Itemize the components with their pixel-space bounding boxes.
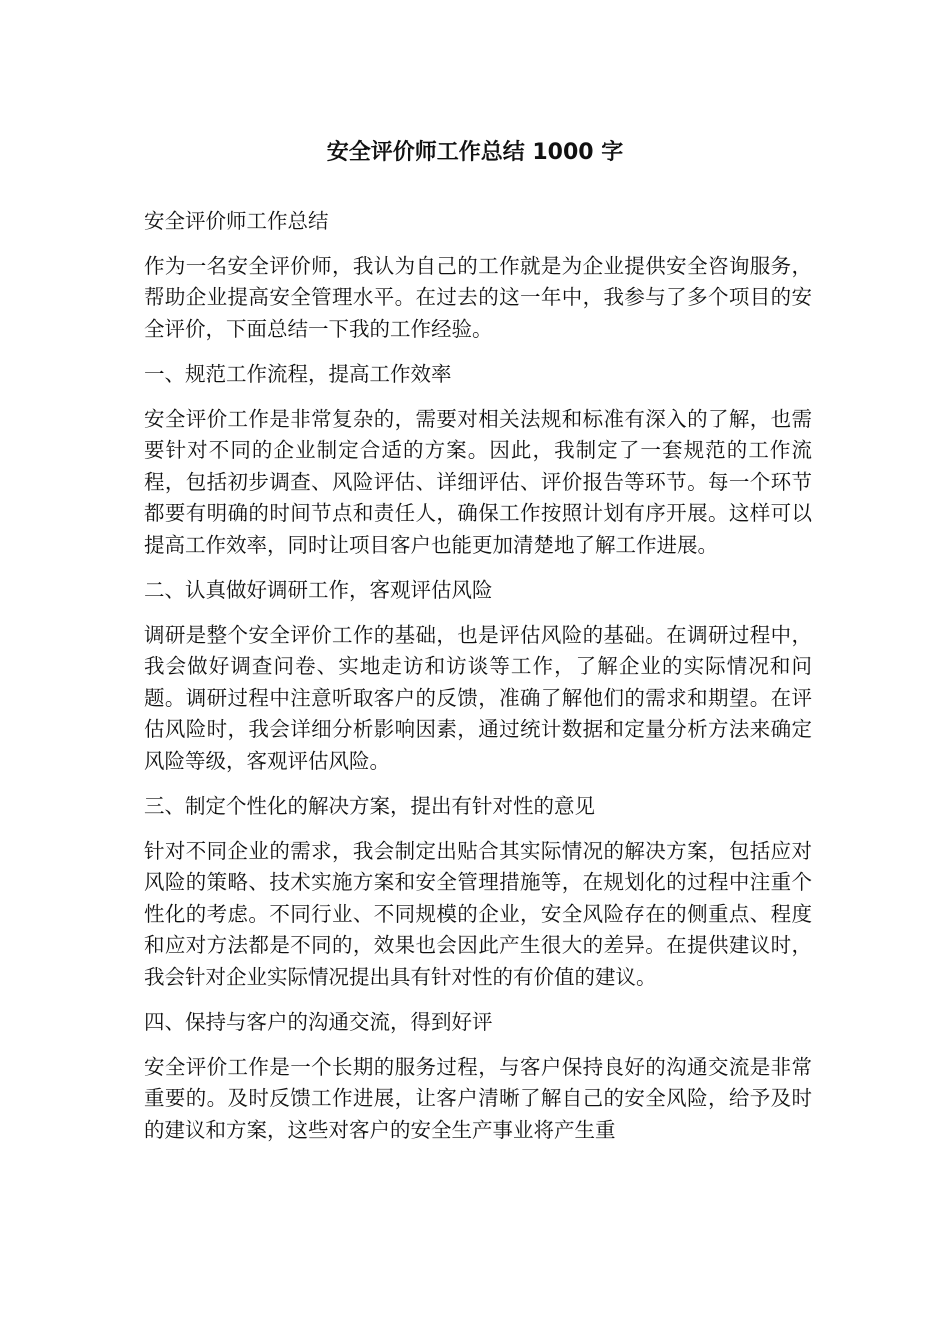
intro-paragraph: 作为一名安全评价师，我认为自己的工作就是为企业提供安全咨询服务，帮助企业提高安全管理水平。在过去的这一年中，我参与了多个项目的安全评价，下面总结一下我的工作经验。 — [144, 253, 812, 341]
subtitle: 安全评价师工作总结 — [144, 209, 329, 233]
section-paragraph-4: 安全评价工作是一个长期的服务过程，与客户保持良好的沟通交流是非常重要的。及时反馈工作进展，让客户清晰了解自己的安全风险，给予及时的建议和方案，这些对客户的安全生产事业将产生重 — [144, 1054, 812, 1142]
section-heading-1: 一、规范工作流程，提高工作效率 — [144, 362, 452, 386]
document-title: 安全评价师工作总结 1000 字 — [326, 140, 624, 165]
document-body — [144, 206, 812, 1160]
section-paragraph-3: 针对不同企业的需求，我会制定出贴合其实际情况的解决方案，包括应对风险的策略、技术实施方案和安全管理措施等，在规划化的过程中注重个性化的考虑。不同行业、不同规模的企业，安全风险存在的侧重点、程度和应对方法都是不同的，效果也会因此产生很大的差异。在提供建议时，我会针对企业实际情况提出具有针对性的有价值的建议。 — [144, 838, 812, 989]
section-paragraph-1: 安全评价工作是非常复杂的，需要对相关法规和标准有深入的了解，也需要针对不同的企业制定合适的方案。因此，我制定了一套规范的工作流程，包括初步调查、风险评估、详细评估、评价报告等环节。每一个环节都要有明确的时间节点和责任人，确保工作按照计划有序开展。这样可以提高工作效率，同时让项目客户也能更加清楚地了解工作进展。 — [144, 406, 812, 557]
section-paragraph-2: 调研是整个安全评价工作的基础，也是评估风险的基础。在调研过程中，我会做好调查问卷、实地走访和访谈等工作，了解企业的实际情况和问题。调研过程中注意听取客户的反馈，准确了解他们的需求和期望。在评估风险时，我会详细分析影响因素，通过统计数据和定量分析方法来确定风险等级，客观评估风险。 — [144, 622, 812, 773]
section-heading-2: 二、认真做好调研工作，客观评估风险 — [144, 578, 493, 602]
section-heading-4: 四、保持与客户的沟通交流，得到好评 — [144, 1010, 493, 1034]
section-heading-3: 三、制定个性化的解决方案，提出有针对性的意见 — [144, 794, 595, 818]
